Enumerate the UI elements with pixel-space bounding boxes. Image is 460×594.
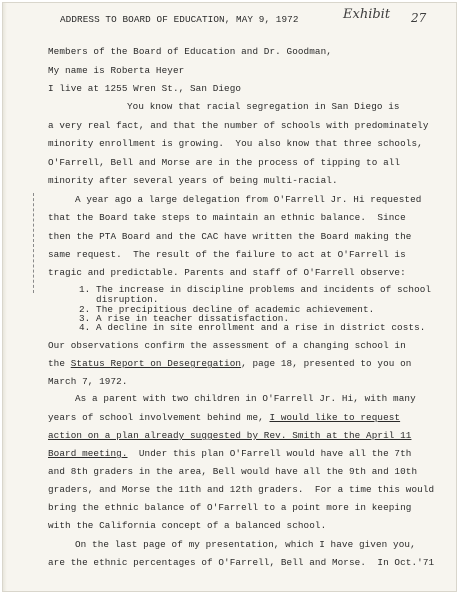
underlined-request: action on a plan already suggested by Rev. Smith at the April 11 [48,430,412,441]
text-run: Under this plan O'Farrell would have all the 7th [127,448,412,459]
paragraph-line: On the last page of my presentation, which I have given you, [75,539,416,550]
paragraph-line: are the ethnic percentages of O'Farrell, Bell and Morse. In Oct.'71 [48,557,435,568]
paragraph-line [48,448,411,459]
paragraph-line: and 8th graders in the area, Bell would have all the 9th and 10th [48,466,418,477]
paragraph-line: tragic and predictable. Parents and staff of O'Farrell observe: [48,267,406,278]
paragraph-line: You know that racial segregation in San Diego is [127,101,400,112]
document-page [2,2,457,592]
scan-edge [3,3,7,591]
paragraph-line [48,412,400,423]
paragraph-line [48,358,411,369]
list-item: disruption. [79,294,159,305]
text-run: the [48,358,71,369]
intro-line: I live at 1255 Wren St., San Diego [48,83,242,94]
text-run: , page 18, presented to you on [241,358,412,369]
list-item: 3. A rise in teacher dissatisfaction. [79,313,290,324]
paragraph-line: minority enrollment is growing. You also know that three schools, [48,138,423,149]
margin-mark [33,193,34,293]
report-title: Status Report on Desegregation [70,358,242,369]
list-item: 4. A decline in site enrollment and a rise in district costs. [79,322,426,333]
paragraph-line: that the Board take steps to maintain an ethnic balance. Since [48,212,406,223]
exhibit-number: 27 [411,11,427,25]
paragraph-line: minority after several years of being multi-racial. [48,175,338,186]
paragraph-line: As a parent with two children in O'Farrell Jr. Hi, with many [75,393,416,404]
list-item: 1. The increase in discipline problems and incidents of school [79,284,432,295]
paragraph-line: with the California concept of a balanced school. [48,520,327,531]
text-run: years of school involvement behind me, [48,412,270,423]
underlined-request: I would like to request [269,412,401,423]
paragraph-line: Our observations confirm the assessment of a changing school in [48,340,406,351]
paragraph-line: graders, and Morse the 11th and 12th graders. For a time this would [48,484,435,495]
list-item: 2. The precipitious decline of academic achievement. [79,304,375,315]
underlined-request: Board meeting. [48,448,128,459]
paragraph-line: then the PTA Board and the CAC have written the Board making the [48,231,412,242]
exhibit-label: Exhibit [343,7,391,22]
document-title: ADDRESS TO BOARD OF EDUCATION, MAY 9, 1972 [60,14,299,25]
paragraph-line: O'Farrell, Bell and Morse are in the process of tipping to all [48,157,401,168]
salutation: Members of the Board of Education and Dr. Goodman, [48,46,332,57]
paragraph-line: March 7, 1972. [48,376,128,387]
paragraph-line: a very real fact, and that the number of schools with predominately [48,120,429,131]
paragraph-line: bring the ethnic balance of O'Farrell to a point more in keeping [48,502,412,513]
paragraph-line: same request. The result of the failure to act at O'Farrell is [48,249,406,260]
paragraph-line: A year ago a large delegation from O'Farrell Jr. Hi requested [75,194,422,205]
intro-line: My name is Roberta Heyer [48,65,185,76]
